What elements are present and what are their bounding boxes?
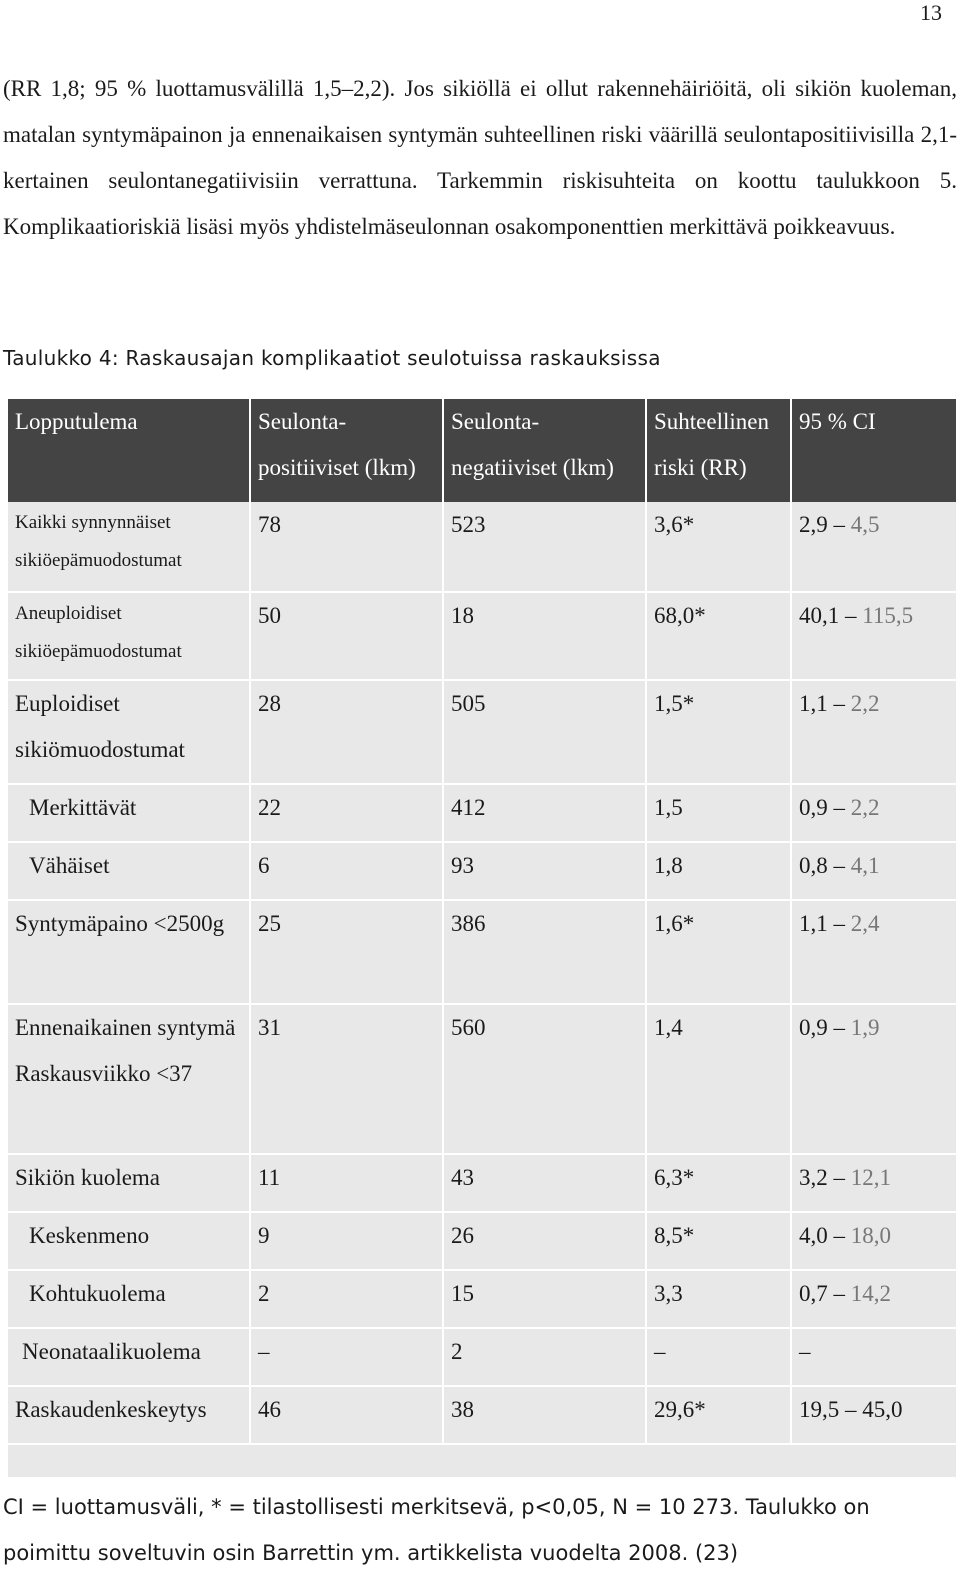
ci-low: 1,1 <box>799 691 828 716</box>
cell-pos: 6 <box>250 842 443 900</box>
table-header-row <box>8 399 956 502</box>
ci-high: 115,5 <box>862 603 914 628</box>
cell-pos: 31 <box>250 1004 443 1154</box>
header-relative-risk: Suhteellinen riski (RR) <box>646 399 791 502</box>
ci-low: 0,9 <box>799 1015 828 1040</box>
ci-high: 4,5 <box>850 512 880 537</box>
cell-rr: 8,5* <box>646 1212 791 1270</box>
cell-ci <box>791 680 956 784</box>
table-row <box>8 680 956 784</box>
cell-outcome: Vähäiset <box>8 842 250 900</box>
page-number: 13 <box>920 0 942 25</box>
ci-dash: – <box>827 911 851 936</box>
table-row <box>8 842 956 900</box>
cell-neg: 560 <box>443 1004 646 1154</box>
ci-high: 2,4 <box>850 911 880 936</box>
cell-neg: 15 <box>443 1270 646 1328</box>
table-row <box>8 1154 956 1212</box>
cell-neg: 2 <box>443 1328 646 1386</box>
cell-pos: 28 <box>250 680 443 784</box>
ci-high: 14,2 <box>850 1281 891 1306</box>
ci-dash: – <box>839 1397 863 1422</box>
cell-pos: 22 <box>250 784 443 842</box>
cell-neg: 386 <box>443 900 646 1004</box>
cell-pos: 25 <box>250 900 443 1004</box>
table-row <box>8 1270 956 1328</box>
cell-outcome: Kaikki synnynnäiset sikiöepämuodostumat <box>8 502 250 592</box>
ci-low: 3,2 <box>799 1165 828 1190</box>
cell-outcome: Kohtukuolema <box>8 1270 250 1328</box>
ci-low: 4,0 <box>799 1223 828 1248</box>
table-row <box>8 1328 956 1386</box>
cell-outcome: Sikiön kuolema <box>8 1154 250 1212</box>
ci-dash: – <box>827 1281 851 1306</box>
intro-paragraph <box>3 66 957 250</box>
ci-dash: – <box>839 603 863 628</box>
cell-rr: 1,5 <box>646 784 791 842</box>
cell-pos: 11 <box>250 1154 443 1212</box>
cell-neg: 412 <box>443 784 646 842</box>
cell-pos: 2 <box>250 1270 443 1328</box>
cell-ci <box>791 1270 956 1328</box>
table-row <box>8 900 956 1004</box>
table-caption: Taulukko 4: Raskausajan komplikaatiot seulotuissa raskauksissa <box>3 346 661 370</box>
cell-pos: 50 <box>250 592 443 680</box>
cell-rr: 3,3 <box>646 1270 791 1328</box>
cell-pos: 9 <box>250 1212 443 1270</box>
table-row <box>8 1212 956 1270</box>
cell-rr: 6,3* <box>646 1154 791 1212</box>
cell-ci <box>791 502 956 592</box>
cell-outcome: Euploidiset sikiömuodostumat <box>8 680 250 784</box>
ci-dash: – <box>827 1015 851 1040</box>
cell-pos: 46 <box>250 1386 443 1444</box>
header-outcome: Lopputulema <box>8 399 250 502</box>
cell-pos: – <box>250 1328 443 1386</box>
cell-neg: 38 <box>443 1386 646 1444</box>
ci-low: 2,9 <box>799 512 828 537</box>
ci-low: 0,9 <box>799 795 828 820</box>
complications-table <box>8 399 956 1445</box>
header-ci: 95 % CI <box>791 399 956 502</box>
cell-ci <box>791 1328 956 1386</box>
cell-ci <box>791 592 956 680</box>
table-row <box>8 502 956 592</box>
cell-ci <box>791 1154 956 1212</box>
ci-dash: – <box>827 1223 851 1248</box>
cell-neg: 93 <box>443 842 646 900</box>
cell-neg: 505 <box>443 680 646 784</box>
cell-outcome: Syntymäpaino <2500g <box>8 900 250 1004</box>
cell-ci <box>791 842 956 900</box>
ci-dash: – <box>827 691 851 716</box>
intro-text: (RR 1,8; 95 % luottamusvälillä 1,5–2,2). Jos sikiöllä ei ollut rakennehäiriöitä, oli sikiön kuoleman, matalan syntymäpainon ja ennenaikaisen syntymän suhteellinen riski väärillä seulontapositiivisilla 2,1-kertainen seulontanegatiivisiin verrattuna. Tarkemmin riskisuhteita on koottu taulukkoon 5. Komplikaatioriskiä lisäsi myös yhdistelmäseulonnan osakomponenttien merkittävä poikkeavuus. <box>3 76 957 239</box>
ci-low: – <box>799 1339 811 1364</box>
cell-ci <box>791 900 956 1004</box>
table-row <box>8 1386 956 1444</box>
ci-high: 4,1 <box>850 853 880 878</box>
table-row <box>8 1004 956 1154</box>
cell-rr: 1,8 <box>646 842 791 900</box>
cell-neg: 18 <box>443 592 646 680</box>
cell-rr: 1,4 <box>646 1004 791 1154</box>
table-row <box>8 592 956 680</box>
cell-outcome: Keskenmeno <box>8 1212 250 1270</box>
cell-ci <box>791 1386 956 1444</box>
cell-rr: 29,6* <box>646 1386 791 1444</box>
cell-outcome: Merkittävät <box>8 784 250 842</box>
cell-neg: 43 <box>443 1154 646 1212</box>
cell-ci <box>791 1212 956 1270</box>
cell-neg: 523 <box>443 502 646 592</box>
cell-rr: 1,6* <box>646 900 791 1004</box>
cell-pos: 78 <box>250 502 443 592</box>
ci-low: 0,8 <box>799 853 828 878</box>
cell-outcome: Aneuploidiset sikiöepämuodostumat <box>8 592 250 680</box>
ci-high: 12,1 <box>850 1165 891 1190</box>
ci-low: 19,5 <box>799 1397 840 1422</box>
cell-rr: – <box>646 1328 791 1386</box>
table-row <box>8 784 956 842</box>
ci-dash: – <box>827 795 851 820</box>
cell-outcome: Neonataalikuolema <box>8 1328 250 1386</box>
ci-low: 40,1 <box>799 603 840 628</box>
ci-low: 0,7 <box>799 1281 828 1306</box>
footnote-line-2: poimittu soveltuvin osin Barrettin ym. artikkelista vuodelta 2008. (23) <box>3 1541 739 1565</box>
cell-rr: 1,5* <box>646 680 791 784</box>
ci-dash: – <box>827 512 851 537</box>
ci-high: 2,2 <box>850 691 880 716</box>
ci-high: 45,0 <box>862 1397 903 1422</box>
cell-outcome: Raskaudenkeskeytys <box>8 1386 250 1444</box>
ci-dash: – <box>827 1165 851 1190</box>
ci-high: 2,2 <box>850 795 880 820</box>
cell-ci <box>791 1004 956 1154</box>
complications-table-container <box>8 399 956 1477</box>
cell-rr: 68,0* <box>646 592 791 680</box>
cell-ci <box>791 784 956 842</box>
header-screen-negative: Seulonta- negatiiviset (lkm) <box>443 399 646 502</box>
ci-high: 1,9 <box>850 1015 880 1040</box>
table-footnote <box>3 1484 957 1576</box>
cell-rr: 3,6* <box>646 502 791 592</box>
ci-low: 1,1 <box>799 911 828 936</box>
header-screen-positive: Seulonta- positiiviset (lkm) <box>250 399 443 502</box>
ci-dash: – <box>827 853 851 878</box>
cell-outcome: Ennenaikainen syntymä Raskausviikko <37 <box>8 1004 250 1154</box>
cell-neg: 26 <box>443 1212 646 1270</box>
footnote-line-1: CI = luottamusväli, * = tilastollisesti merkitsevä, p<0,05, N = 10 273. Taulukko on <box>3 1495 870 1519</box>
ci-high: 18,0 <box>850 1223 891 1248</box>
